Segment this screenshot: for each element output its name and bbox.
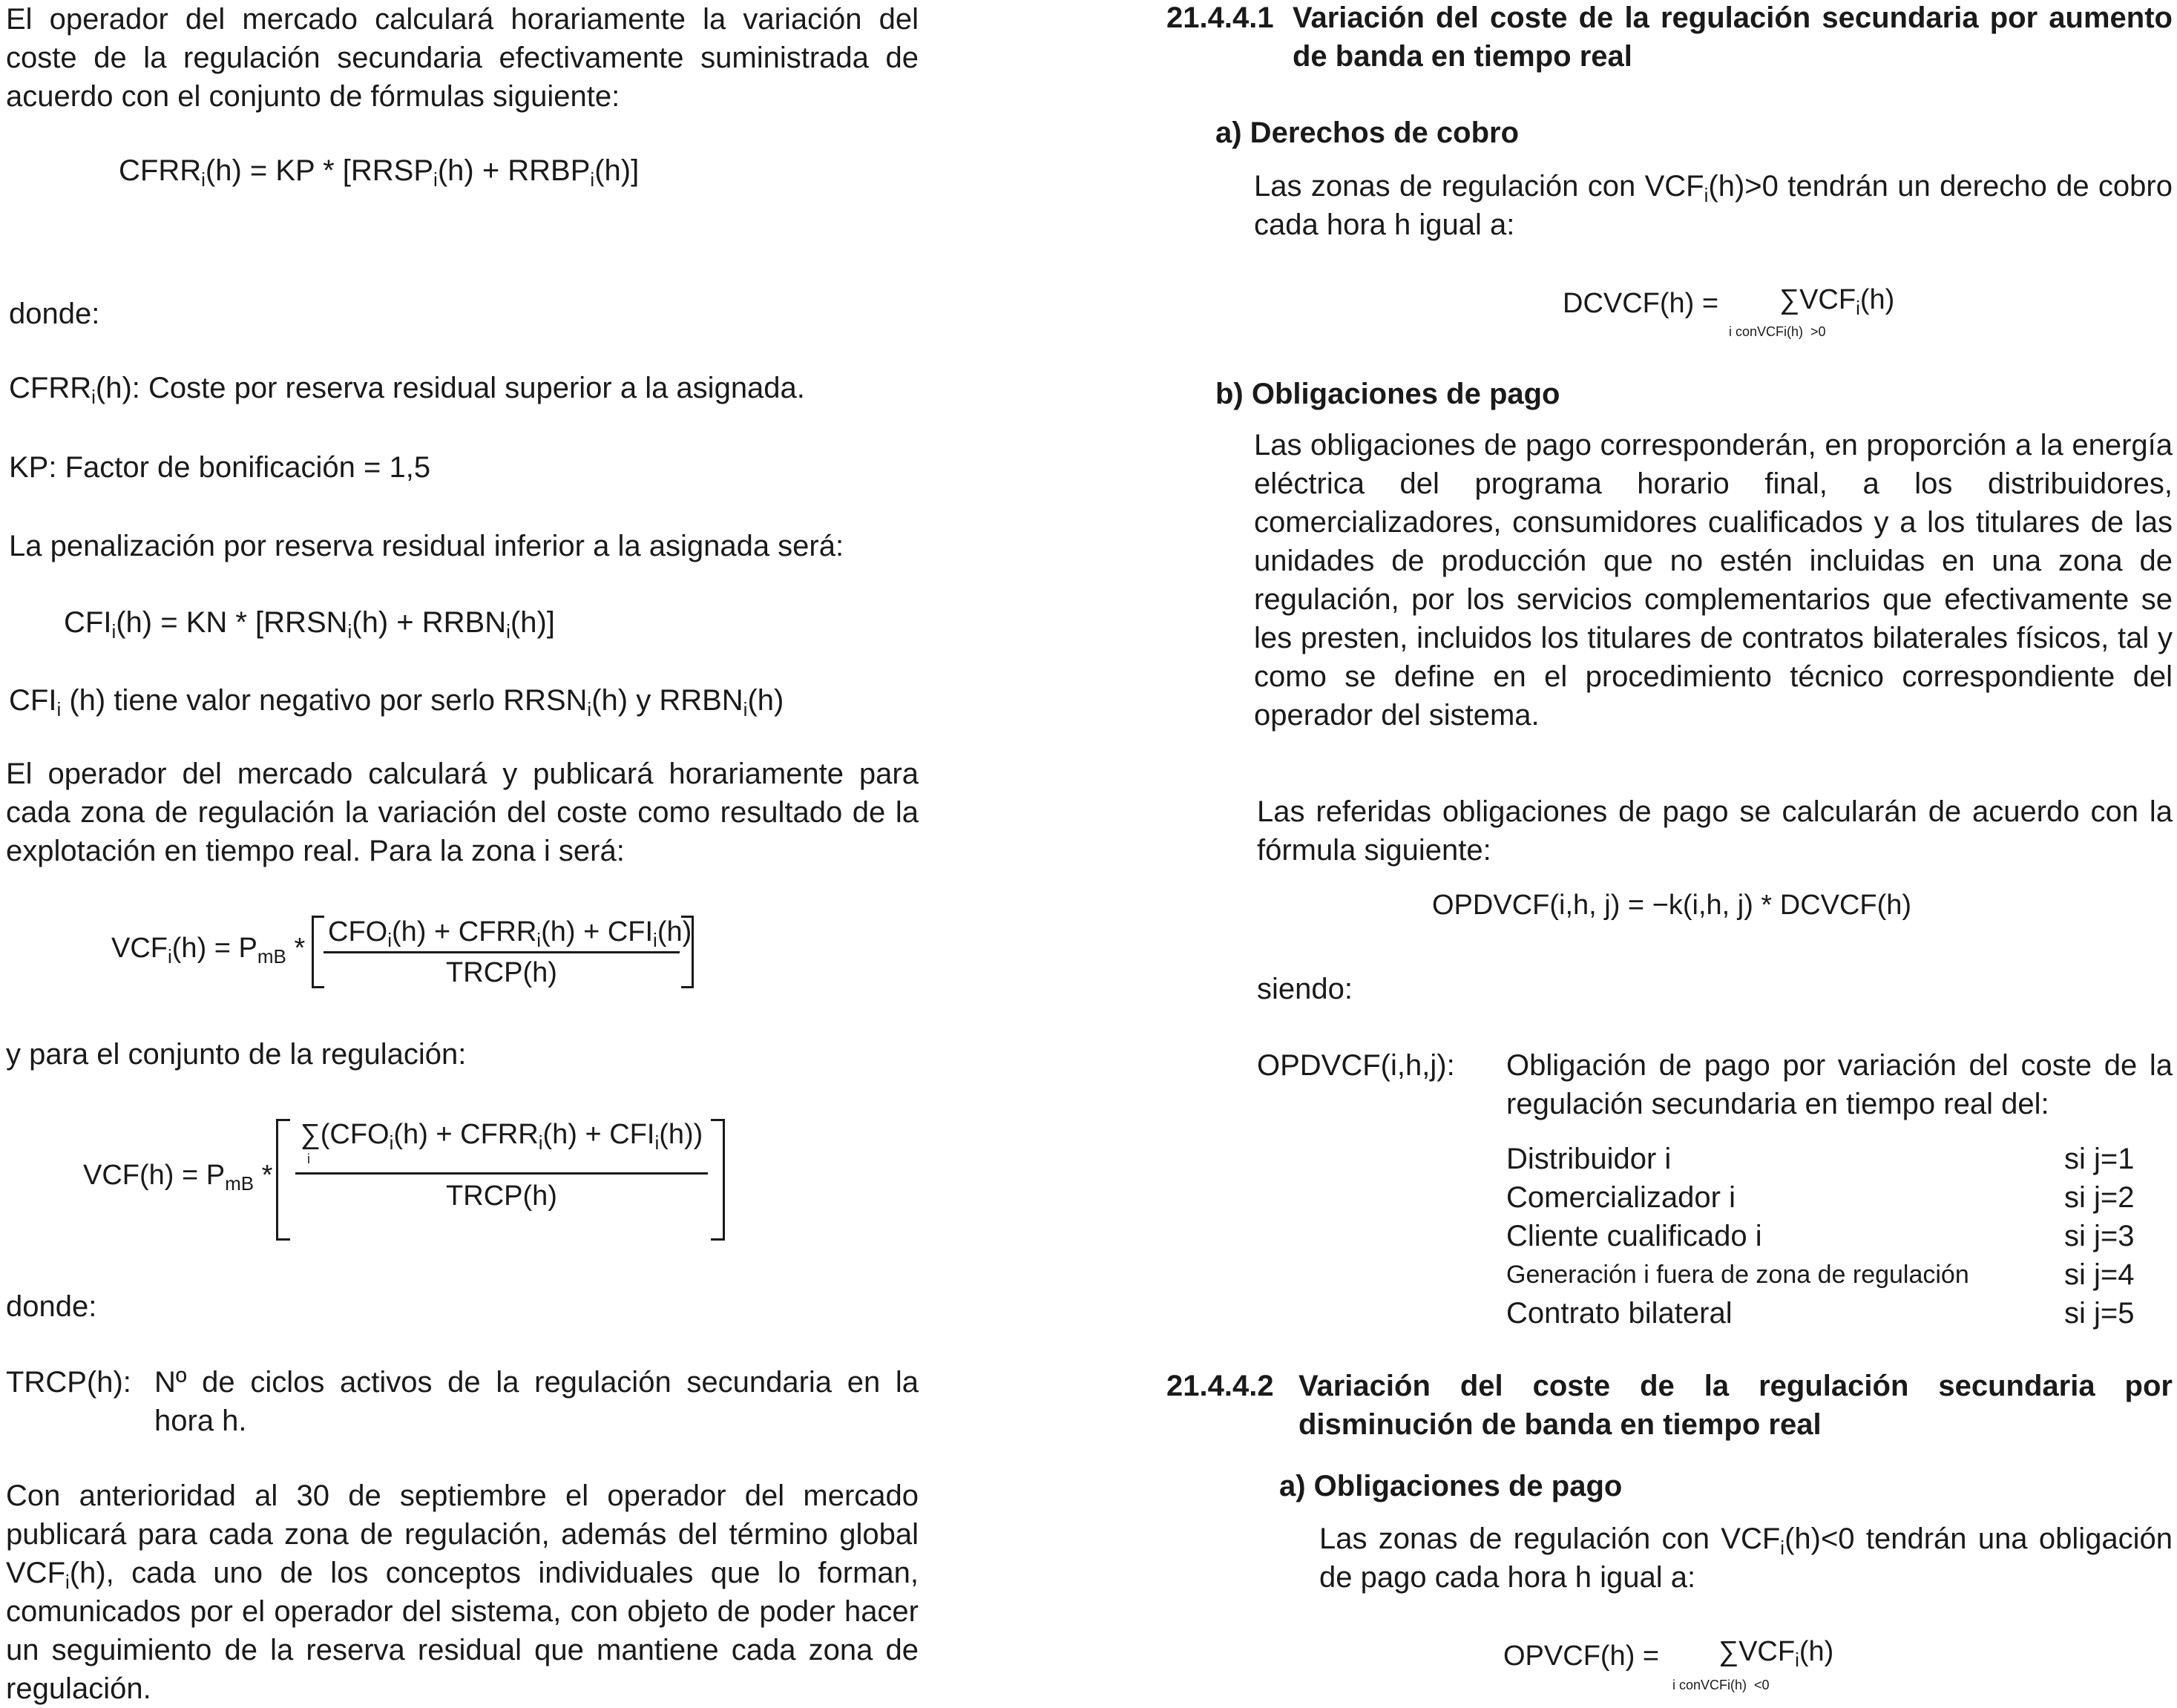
formula-dcvcf-sum: $\sum VCF_i(h)$ — [1779, 284, 1895, 319]
list-item-name: Distribuidor i — [1506, 1143, 1672, 1175]
section-21-4-4-2-number: 21.4.4.2 — [1166, 1370, 1274, 1402]
label-donde-2: donde: — [6, 1290, 97, 1323]
formula-cfi: $CFI_i(h)$ = KN * [$RRSN_i(h)$ + $RRBN_i(h)$] — [64, 606, 555, 643]
formula-vcf-index: i — [307, 1152, 310, 1166]
section-21-4-4-1-number: 21.4.4.1 — [1166, 1, 1274, 34]
list-item-name: Cliente cualificado i — [1506, 1220, 1762, 1252]
definition-kp: KP: Factor de bonificación = 1,5 — [9, 451, 431, 484]
formula-opdvcf: OPDVCF(i,h, j) = −k(i,h, j) * DCVCF(h) — [1432, 890, 1912, 921]
paragraph-obligaciones-pago: Las obligaciones de pago corresponderán, en proporción a la energía eléctrica del programa horario final, a los distribuidores, comercializadores, consumidores cualificados y a los titulares de las unidades de producción que no estén incluidas en una zona de regulación, por los servicios complementarios que efectivamente se les presten, incluidos los titulares de contratos bilaterales físicos, tal y como se define en el procedimiento técnico correspondiente del operador del sistema. — [1254, 429, 2173, 732]
formula-opvcf-condition: i conVCFi(h) <0 — [1672, 1678, 1770, 1692]
section-21-4-4-1-title: Variación del coste de la regulación secundaria por aumento de banda en tiempo real — [1293, 1, 2173, 73]
paragraph-derechos-cobro: Las zonas de regulación con $VCF_i(h)>0$ tendrán un derecho de cobro cada hora h igual a: — [1254, 170, 2173, 241]
list-item-condition: si j=3 — [2064, 1220, 2135, 1252]
formula-vcf-numerator: $\sum(CFO_i(h)$ + $CFRR_i(h) + CFI_i(h)$) — [300, 1119, 703, 1154]
heading-obligaciones-pago-2: a) Obligaciones de pago — [1279, 1470, 1623, 1502]
list-item-condition: si j=4 — [2064, 1258, 2135, 1291]
paragraph-obligaciones-pago-2: Las zonas de regulación con $VCF_i(h)<0$ tendrán una obligación de pago cada hora h igual a: — [1319, 1523, 2173, 1594]
list-item-condition: si j=5 — [2064, 1297, 2135, 1330]
heading-derechos-cobro: a) Derechos de cobro — [1215, 116, 1520, 149]
heading-obligaciones-pago: b) Obligaciones de pago — [1215, 378, 1560, 410]
bracket-left-vcf — [276, 1119, 290, 1241]
formula-vcf-denominator: TRCP(h) — [446, 1180, 557, 1212]
list-item-name: Generación i fuera de zona de regulación — [1506, 1261, 1969, 1289]
bracket-right-vcf — [711, 1119, 725, 1241]
formula-opvcf-lhs: OPVCF(h) = — [1503, 1640, 1660, 1672]
formula-vcfi-denominator: TRCP(h) — [446, 957, 557, 988]
list-item-condition: si j=1 — [2064, 1143, 2135, 1175]
paragraph-cfi-negativo: $CFI_i$ (h) tiene valor negativo por serlo $RRSN_i(h)$ y $RRBN_i(h)$ — [9, 684, 784, 720]
formula-opvcf-sum: $\sum VCF_i(h)$ — [1718, 1636, 1834, 1671]
formula-vcf-lhs: $VCF(h) = P_{mB}$ * — [83, 1160, 273, 1195]
list-item-name: Contrato bilateral — [1506, 1297, 1733, 1330]
definition-opdvcf-text: Obligación de pago por variación del coste de la regulación secundaria en tiempo real del: — [1506, 1049, 2173, 1120]
paragraph-publicacion: El operador del mercado calculará y publicará horariamente para cada zona de regulación la variación del coste como resultado de la explotación en tiempo real. Para la zona i será: — [6, 758, 919, 867]
formula-vcfi-fraction — [324, 914, 692, 991]
paragraph-intro: El operador del mercado calculará horariamente la variación del coste de la regulación secundaria efectivamente suministrada de acuerdo con el conjunto de fórmulas siguiente: — [6, 3, 919, 113]
bracket-left-vcfi — [312, 916, 324, 988]
formula-dcvcf-lhs: DCVCF(h) = — [1563, 288, 1719, 319]
paragraph-formula-intro: Las referidas obligaciones de pago se calcularán de acuerdo con la fórmula siguiente: — [1257, 795, 2173, 867]
label-donde-1: donde: — [9, 298, 100, 330]
list-item-condition: si j=2 — [2064, 1181, 2135, 1214]
formula-vcfi-numerator: $CFO_i(h)$ + $CFRR_i(h) + CFI_i(h)$ — [324, 914, 680, 953]
section-21-4-4-2-title: Variación del coste de la regulación secundaria por disminución de banda en tiempo real — [1298, 1370, 2173, 1441]
list-item-name: Comercializador i — [1506, 1181, 1736, 1214]
formula-dcvcf-condition: i conVCFi(h) >0 — [1729, 324, 1826, 339]
definition-opdvcf-term: OPDVCF(i,h,j): — [1257, 1049, 1455, 1082]
label-siendo: siendo: — [1257, 973, 1353, 1005]
formula-cfrr: $CFRR_i(h)$ = KP * [$RRSP_i(h)$ + $RRBP_i(h)$] — [119, 154, 640, 191]
definition-trcp-term: TRCP(h): — [6, 1366, 131, 1399]
paragraph-penalizacion: La penalización por reserva residual inferior a la asignada será: — [9, 530, 844, 562]
definition-cfrr: $CFRR_i(h)$: Coste por reserva residual superior a la asignada. — [9, 372, 805, 408]
definition-trcp-text: Nº de ciclos activos de la regulación secundaria en la hora h. — [154, 1366, 919, 1437]
formula-vcf-fraction-bar — [295, 1172, 708, 1175]
formula-vcfi-lhs: $VCF_i(h) = P_{mB}$ * — [111, 933, 306, 968]
bracket-right-vcfi — [681, 916, 694, 988]
paragraph-conjunto: y para el conjunto de la regulación: — [6, 1038, 467, 1071]
paragraph-anterioridad: Con anterioridad al 30 de septiembre el operador del mercado publicará para cada zona de regulación, además del término global $VCF_i(h)$, cada uno de los conceptos individuales que lo forman, comunicados por el operador del sistema, con objeto de poder hacer un seguimiento de la reserva residual que mantiene cada zona de regulación. — [6, 1479, 919, 1705]
